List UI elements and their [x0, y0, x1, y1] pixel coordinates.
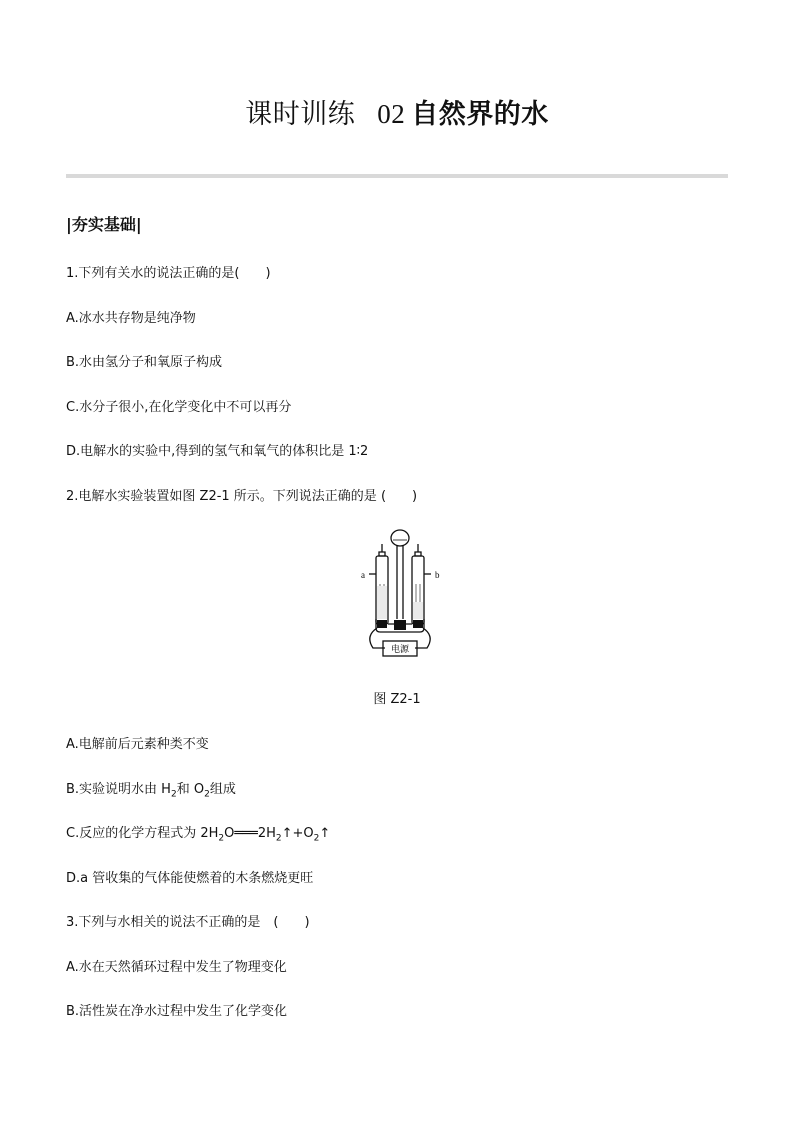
q2-option-b-text-2: 和 O	[176, 782, 205, 797]
title-divider	[66, 174, 728, 178]
q3-stem: 3.下列与水相关的说法不正确的是 ( )	[66, 915, 310, 930]
tube-b-label: b	[435, 570, 440, 580]
q2-stem: 2.电解水实验装置如图 Z2-1 所示。下列说法正确的是 ( )	[66, 489, 418, 504]
q2-option-b-sub-1: 2	[170, 789, 177, 800]
q1-option-d: D.电解水的实验中,得到的氢气和氧气的体积比是 1∶2	[66, 444, 369, 459]
figure-caption: 图 Z2-1	[373, 692, 421, 707]
title-prefix: 课时训练	[245, 99, 356, 130]
q2-option-c-text-1: C.反应的化学方程式为 2H	[66, 826, 219, 841]
q2-option-c-sub-2: 2	[275, 833, 282, 844]
q1-option-c: C.水分子很小,在化学变化中不可以再分	[66, 400, 292, 415]
q2-option-c	[66, 822, 330, 844]
q3-option-b: B.活性炭在净水过程中发生了化学变化	[66, 1004, 288, 1019]
page-title	[0, 92, 794, 131]
q1-option-a: A.冰水共存物是纯净物	[66, 311, 196, 326]
q2-option-c-text-3: 2H	[257, 826, 276, 841]
q2-option-d: D.a 管收集的气体能使燃着的木条燃烧更旺	[66, 871, 314, 886]
q2-option-c-equals: ═══	[234, 826, 258, 841]
q2-option-b-text-3: 组成	[209, 782, 236, 797]
tube-a-label: a	[361, 570, 365, 580]
power-supply-label: 电源	[390, 645, 410, 655]
q2-option-c-text-2: O	[224, 826, 235, 841]
q2-option-a: A.电解前后元素种类不变	[66, 737, 209, 752]
electrolysis-apparatus-figure	[355, 524, 445, 662]
q2-option-c-sub-3: 2	[313, 833, 320, 844]
title-number: 02	[377, 99, 406, 129]
q2-option-c-text-4: ↑+O	[281, 826, 314, 841]
q2-option-b-text-1: B.实验说明水由 H	[66, 782, 171, 797]
section-heading: |夯实基础|	[66, 215, 142, 234]
q2-option-c-text-5: ↑	[319, 826, 331, 841]
q2-option-c-sub-1: 2	[218, 833, 225, 844]
q2-option-b	[66, 778, 236, 800]
q2-option-b-sub-2: 2	[204, 789, 210, 800]
q1-stem: 1.下列有关水的说法正确的是( )	[66, 266, 271, 281]
title-main: 自然界的水	[411, 99, 549, 130]
q1-option-b: B.水由氢分子和氧原子构成	[66, 355, 223, 370]
q3-option-a: A.水在天然循环过程中发生了物理变化	[66, 960, 287, 975]
